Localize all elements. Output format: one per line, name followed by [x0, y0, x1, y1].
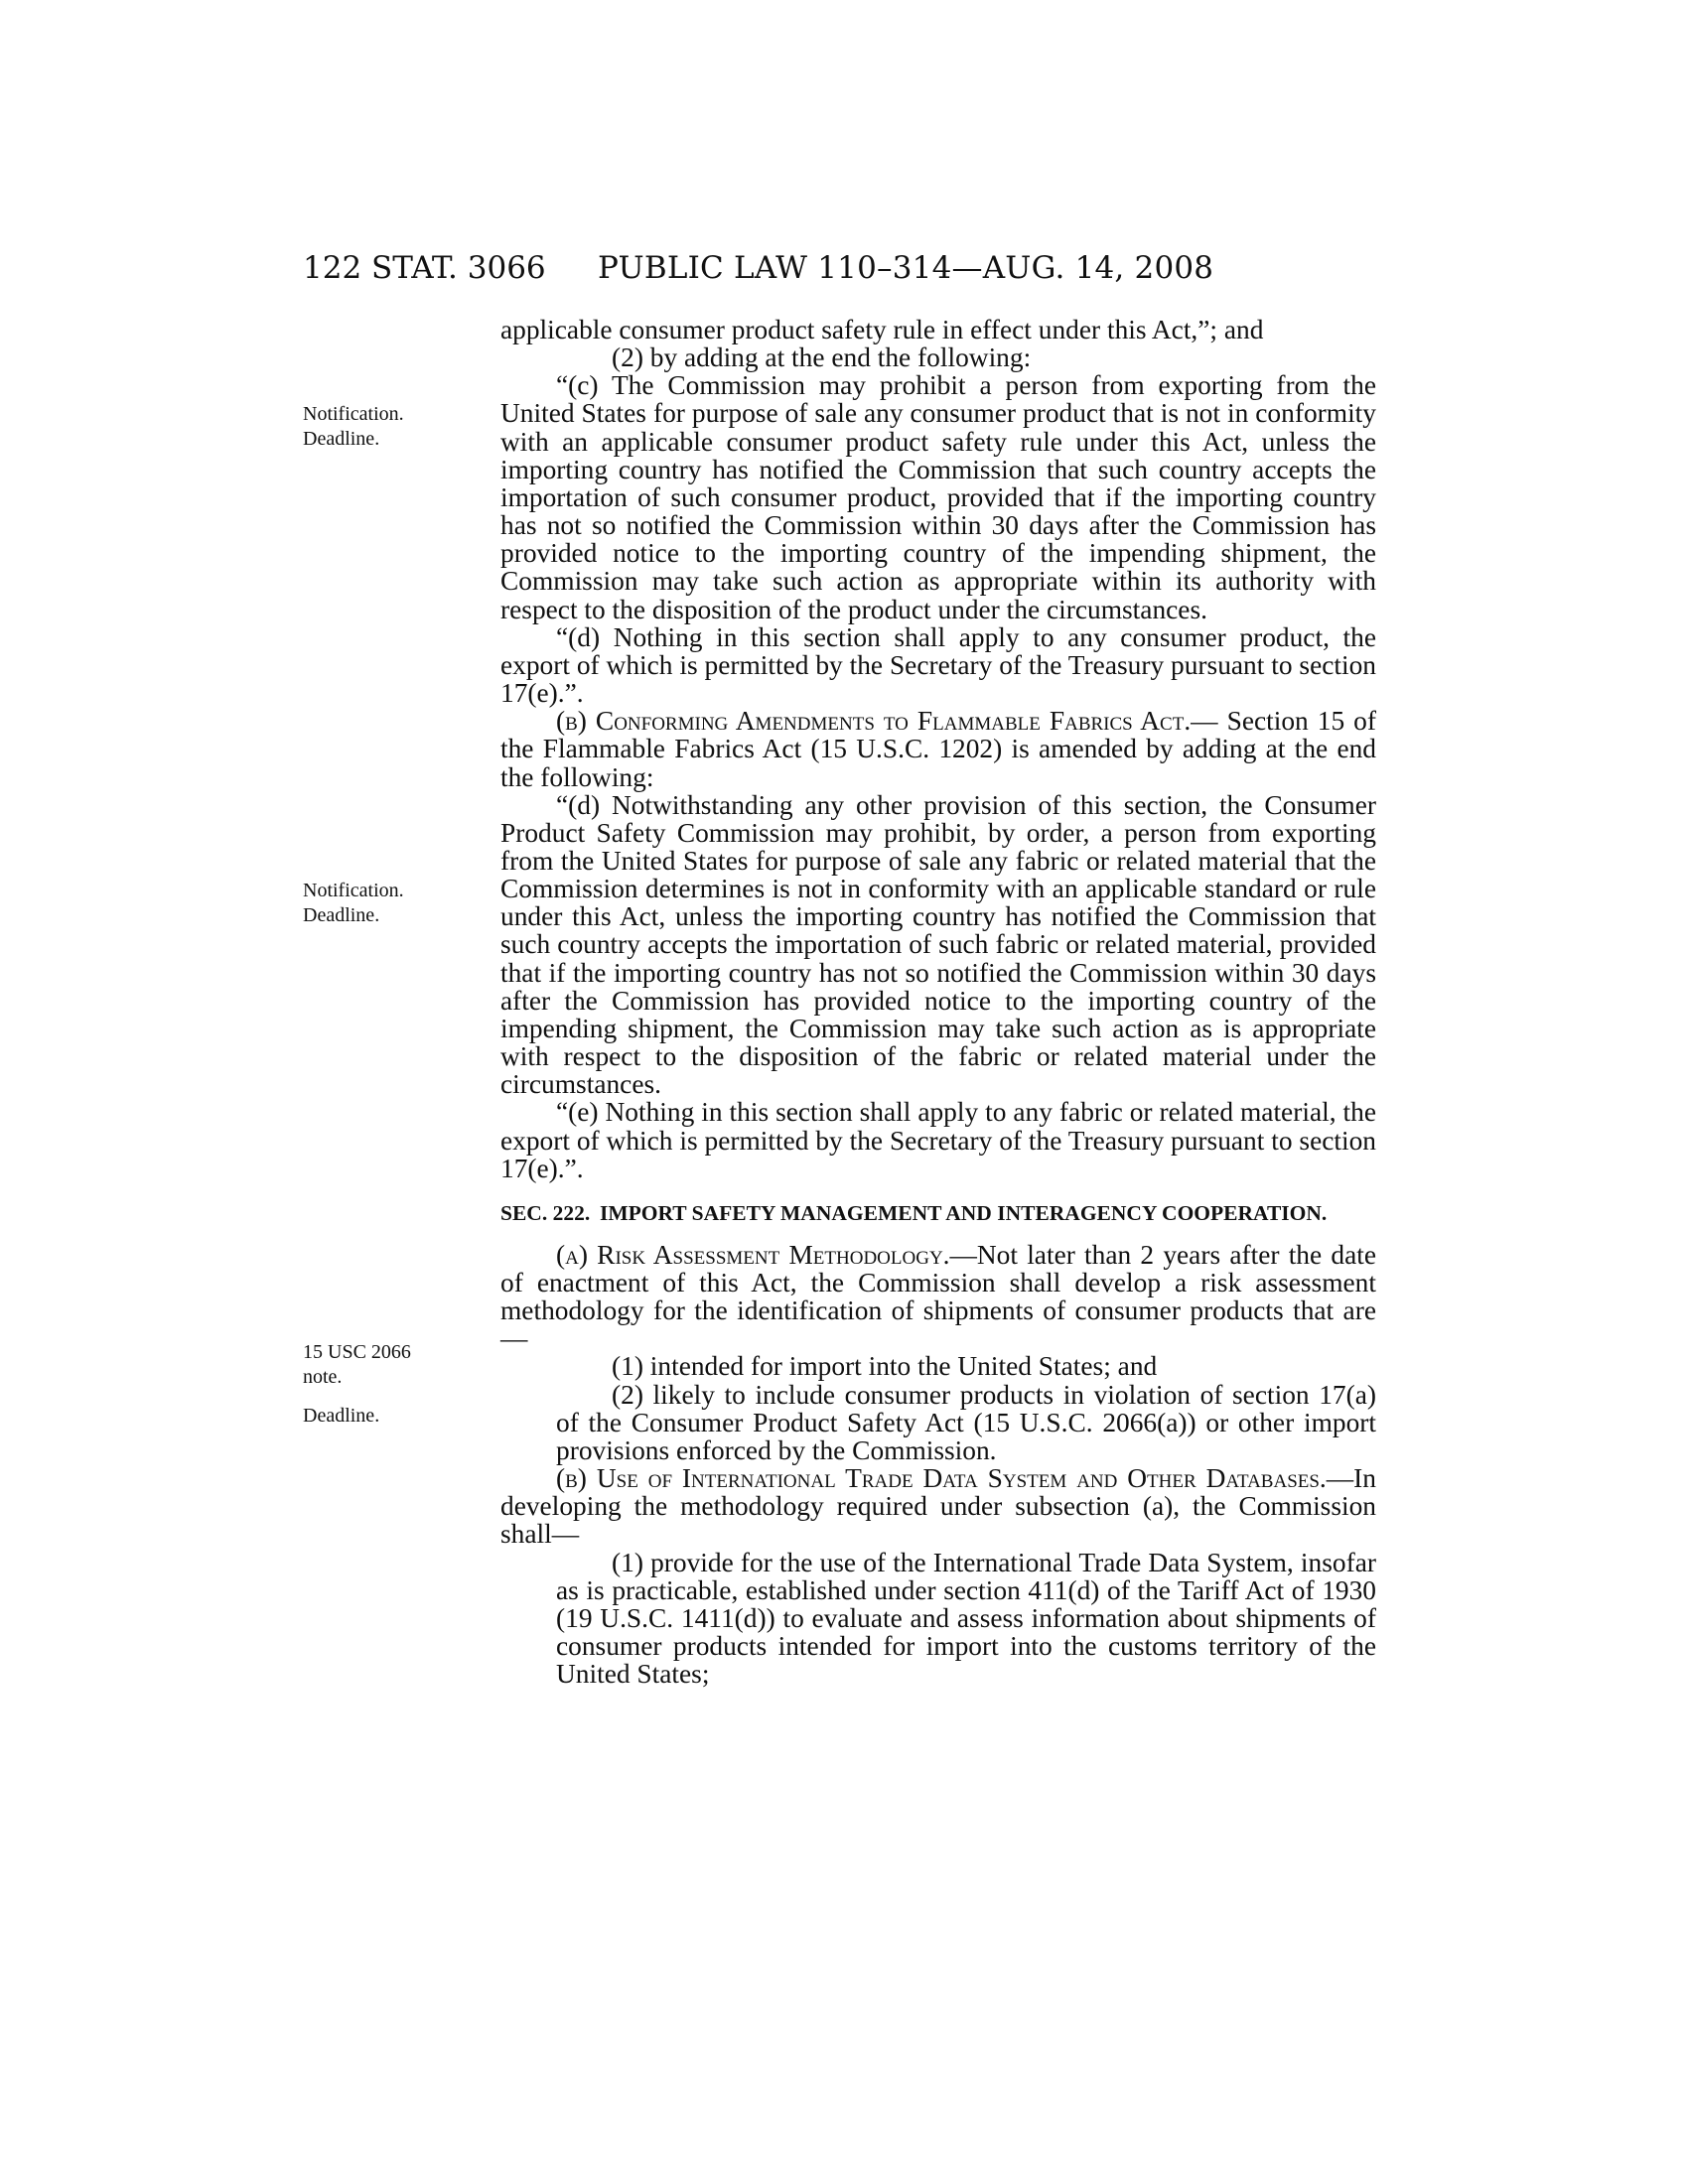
margin-note-notification-1: Notification. Deadline. [303, 403, 404, 450]
paragraph: (a) Risk Assessment Methodology.—Not later than 2 years after the date of enactment of this Act, the Commission shall develop a risk assessment methodology for the identification of shipments of consumer products that are— [500, 1239, 1376, 1354]
subsection-heading: (b) Use of International Trade Data System and Other Databases.— [556, 1463, 1354, 1494]
paragraph: (1) intended for import into the United States; and [612, 1351, 1158, 1382]
paragraph: applicable consumer product safety rule in effect under this Act,”; and [500, 315, 1264, 344]
margin-note-deadline: Deadline. [303, 1405, 380, 1427]
section-heading [500, 1200, 1376, 1227]
subsection-heading: (b) Conforming Amendments to Flammable Fabrics Act.— [556, 706, 1218, 737]
paragraph: (1) provide for the use of the International Trade Data System, insofar as is practicable, established under section 411(d) of the Tariff Act of 1930 (19 U.S.C. 1411(d)) to evaluate and assess information about shipments of consumer products intended for import into the customs territory of the United States; [556, 1547, 1376, 1690]
paragraph: “(e) Nothing in this section shall apply to any fabric or related material, the export of which is permitted by the Secretary of the Treasury pursuant to section 17(e).”. [500, 1097, 1376, 1183]
statute-body [500, 316, 1376, 1688]
page-header [303, 250, 1365, 290]
paragraph: “(d) Notwithstanding any other provision of this section, the Consumer Product Safety Commission may prohibit, by order, a person from exporting from the United States for purpose of sale any fabric or related material that the Commission determines is not in conformity with an applicable standard or rule under this Act, unless the importing country has notified the Commission that such country accepts the importation of such fabric or related material, provided that if the importing country has not so notified the Commission within 30 days after the Commission has provided notice to the importing country of the impending shipment, the Commission may take such action as is appropriate with respect to the disposition of the fabric or related material under the circumstances. [500, 789, 1376, 1100]
subsection-heading: (a) Risk Assessment Methodology.— [556, 1239, 977, 1270]
margin-note-usc: 15 USC 2066 note. [303, 1341, 411, 1388]
paragraph: “(c) The Commission may prohibit a person from exporting from the United States for purpose of sale any consumer product that is not in conformity with an applicable consumer product safety rule under this Act, unless the importing country has notified the Commission that such country accepts the importation of such consumer product, provided that if the importing country has not so notified the Commission within 30 days after the Commission has provided notice to the importing country of the impending shipment, the Commission may take such action as appropriate within its authority with respect to the disposition of the product under the circumstances. [500, 370, 1376, 624]
public-law-title: PUBLIC LAW 110–314—AUG. 14, 2008 [598, 250, 1214, 286]
section-title: IMPORT SAFETY MANAGEMENT AND INTERAGENCY COOPERATION. [600, 1200, 1328, 1225]
paragraph: (2) likely to include consumer products in violation of section 17(a) of the Consumer Product Safety Act (15 U.S.C. 2066(a)) or other import provisions enforced by the Commission. [556, 1379, 1376, 1465]
margin-note-notification-2: Notification. Deadline. [303, 880, 404, 926]
paragraph: (b) Use of International Trade Data System and Other Databases.—In developing the methodology required under subsection (a), the Commission shall— [500, 1463, 1376, 1550]
section-number: SEC. 222. [500, 1200, 591, 1225]
paragraph: “(d) Nothing in this section shall apply to any consumer product, the export of which is permitted by the Secretary of the Treasury pursuant to section 17(e).”. [500, 621, 1376, 709]
paragraph: (b) Conforming Amendments to Flammable Fabrics Act.— Section 15 of the Flammable Fabrics Act (15 U.S.C. 1202) is amended by adding at the end the following: [500, 706, 1376, 792]
statute-page-number: 122 STAT. 3066 [303, 250, 546, 286]
paragraph: (2) by adding at the end the following: [612, 342, 1032, 373]
